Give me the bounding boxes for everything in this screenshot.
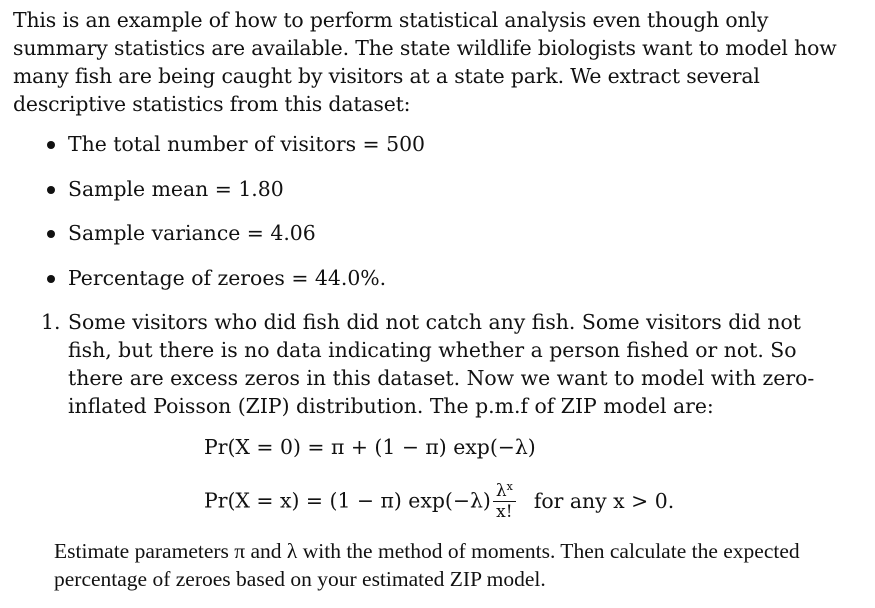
- bullet-icon: [47, 275, 55, 283]
- problem-text: Some visitors who did fish did not catch any fish. Some visitors did not fish, but there is no data indicating whether a person fished or not. So there are excess zeros in this dataset. Now we want to model with zero-inflated Poisson (ZIP) distribution. The p.m.f of ZIP model are:: [68, 310, 815, 418]
- bullet-text: Sample variance = 4.06: [68, 221, 316, 245]
- bullet-text: Sample mean = 1.80: [68, 176, 284, 201]
- list-item: [44, 175, 824, 220]
- bullet-icon: [47, 186, 55, 194]
- bullet-text: Percentage of zeroes = 44.0%.: [68, 265, 387, 290]
- problem-number: 1.: [41, 310, 61, 334]
- list-item: [44, 219, 824, 264]
- bullet-text: The total number of visitors = 500: [68, 132, 426, 156]
- intro-paragraph: This is an example of how to perform statistical analysis even though only summary statistics are available. The state wildlife biologists want to model how many fish are being caught by visitors at a state park. We extract several descriptive statistics from this dataset:: [13, 8, 837, 116]
- numerator-base: λ: [495, 481, 507, 501]
- list-item: [44, 264, 824, 309]
- numerator-exponent: x: [506, 480, 513, 493]
- equation-lhs: Pr(X = x) = (1 − π) exp(−λ): [204, 488, 491, 513]
- fraction: [493, 478, 516, 522]
- summary-statistics-list: [44, 130, 824, 308]
- bullet-icon: [47, 141, 55, 149]
- fraction-numerator: [493, 478, 516, 501]
- equation-zero-probability: Pr(X = 0) = π + (1 − π) exp(−λ): [204, 435, 536, 459]
- closing-instruction: Estimate parameters π and λ with the method of moments. Then calculate the expected percentage of zeroes based on your estimated ZIP model.: [54, 539, 800, 591]
- list-item: [44, 130, 824, 175]
- equation-condition: for any x > 0.: [533, 488, 675, 513]
- equation-positive-probability: [204, 480, 674, 524]
- bullet-icon: [47, 230, 55, 238]
- fraction-denominator: x!: [496, 502, 513, 522]
